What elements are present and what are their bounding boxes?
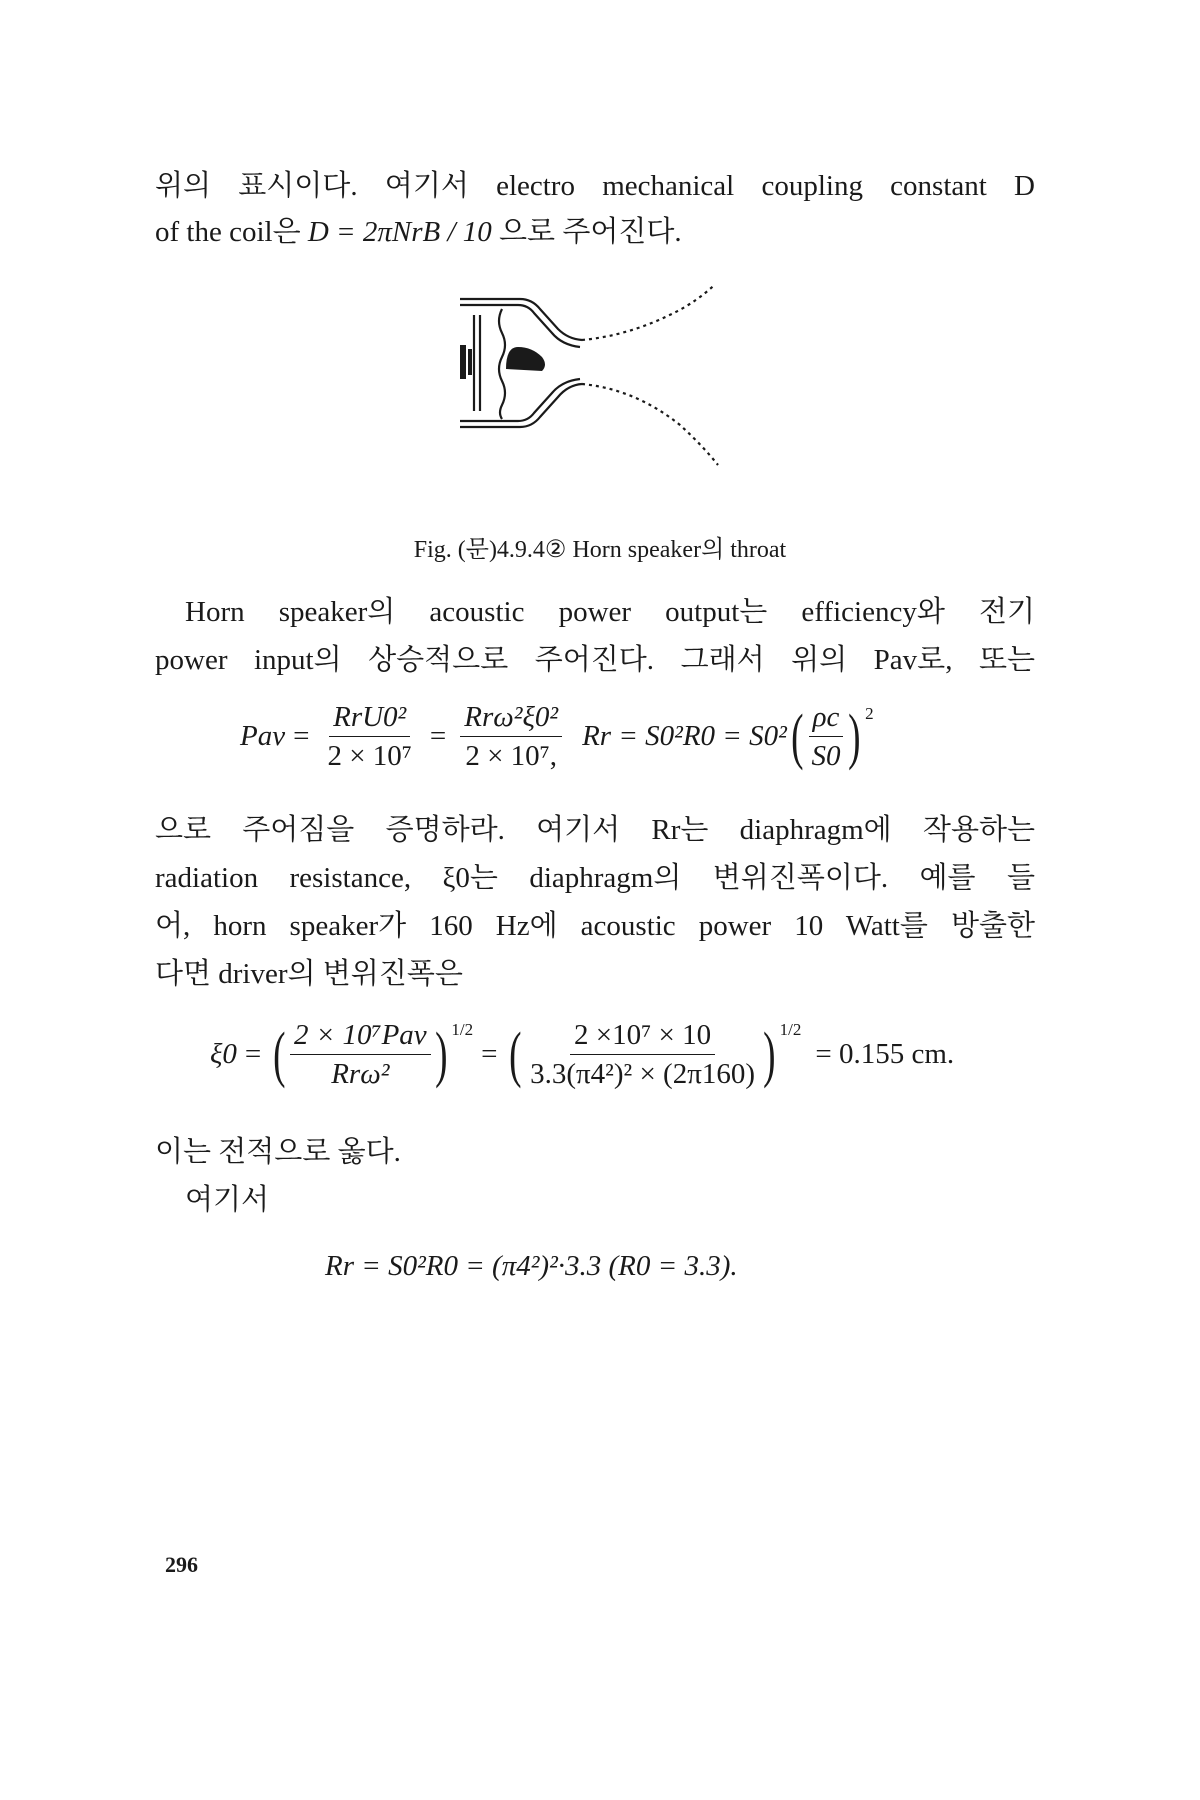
given-text: 으로 주어진다. xyxy=(491,216,682,248)
eq2-frac1-numerator: 2 × 10⁷Pav xyxy=(290,1018,431,1055)
eq1-frac2-denominator: 2 × 10⁷, xyxy=(465,740,558,772)
equation-2: ξ0 = ( $\frac{\text{2 × 10⁷Pav}}{\text{Rrω²}}$ ) $^{1/2}$ = ( $\frac{\text{2 ×10⁷ × 10}}{\text{3.3(π4²)² × (2π160)}}$ ) $^{1/2}$ = 0.155 cm. xyxy=(210,1019,955,1090)
coil-text: of the coil은 xyxy=(155,216,308,248)
eq2-frac1-denominator: Rrω² xyxy=(331,1058,390,1090)
horn-flare-upper xyxy=(582,285,722,340)
page-number: 296 xyxy=(165,1552,198,1577)
paragraph-1-line-1: 위의 표시이다. 여기서 electro mechanical coupling constant D xyxy=(155,170,1035,202)
eq1-fraction-2 xyxy=(460,700,562,773)
eq2-result: = 0.155 cm. xyxy=(815,1038,955,1070)
paragraph-3-line-2: radiation resistance, ξ0는 diaphragm의 변위진폭이다. 예를 들 xyxy=(155,862,1035,894)
eq2-exponent-2: 1/2 xyxy=(779,1020,802,1039)
eq1-lhs: Pav xyxy=(240,720,286,752)
paragraph-3-line-4: 다면 driver의 변위진폭은 xyxy=(155,958,463,990)
horn-upper-inner xyxy=(460,305,580,347)
equation-3: Rr = S0²R0 = (π4²)²·3.3 (R0 = 3.3). xyxy=(325,1250,738,1282)
phase-plug xyxy=(506,347,545,371)
horn-speaker-throat-figure xyxy=(460,285,760,510)
coupling-constant-formula: D = 2πNrB / 10 xyxy=(307,216,492,248)
eq1-part-3: Rr = S0²R0 = S0² xyxy=(582,720,787,752)
voice-coil-block xyxy=(460,345,466,379)
eq2-frac2-denominator: 3.3(π4²)² × (2π160) xyxy=(530,1058,755,1090)
figure-caption: Fig. (문)4.9.4② Horn speaker의 throat xyxy=(413,537,787,563)
eq1-frac1-denominator: 2 × 10⁷ xyxy=(327,740,412,772)
horn-flare-lower xyxy=(582,384,718,465)
paragraph-1-line-2 xyxy=(155,212,1035,252)
equation-1: Pav = $\frac{\text{RrU0²}}{\text{2 × 10⁷}}$ = $\frac{\text{Rrω²ξ0²}}{\text{2 × 10⁷,}}$ Rr = S0²R0 = S0² ( $\frac{\rho c}{S0}$ ) $^2$ xyxy=(240,701,874,772)
diaphragm xyxy=(499,309,505,419)
eq1-frac2-numerator: Rrω²ξ0² xyxy=(460,700,562,737)
paragraph-3-line-1: 으로 주어짐을 증명하라. 여기서 Rr는 diaphragm에 작용하는 xyxy=(155,814,1035,846)
eq1-fraction-1 xyxy=(323,700,415,773)
paragraph-2-line-1: Horn speaker의 acoustic power output는 efficiency와 전기 xyxy=(185,596,1035,628)
eq1-frac1-numerator: RrU0² xyxy=(329,700,410,737)
eq1-frac3-numerator: ρc xyxy=(809,700,844,737)
paragraph-2-line-2: power input의 상승적으로 주어진다. 그래서 위의 Pav로, 또는 xyxy=(155,644,1035,676)
horn-lower-inner xyxy=(460,379,580,421)
eq2-frac2-numerator: 2 ×10⁷ × 10 xyxy=(570,1018,715,1055)
eq1-exponent: 2 xyxy=(865,704,874,723)
eq1-frac3-denominator: S0 xyxy=(811,740,841,772)
paragraph-4-line-2: 여기서 xyxy=(185,1184,270,1216)
eq2-lhs: ξ0 xyxy=(210,1038,237,1070)
voice-coil-gap xyxy=(468,349,472,375)
eq2-fraction-1 xyxy=(290,1018,431,1091)
eq1-fraction-3 xyxy=(807,700,844,773)
eq2-exponent-1: 1/2 xyxy=(451,1020,474,1039)
paragraph-3-line-3: 어, horn speaker가 160 Hz에 acoustic power 10 Watt를 방출한 xyxy=(155,910,1035,942)
eq2-fraction-2 xyxy=(526,1018,759,1091)
paragraph-4-line-1: 이는 전적으로 옳다. xyxy=(155,1136,401,1168)
